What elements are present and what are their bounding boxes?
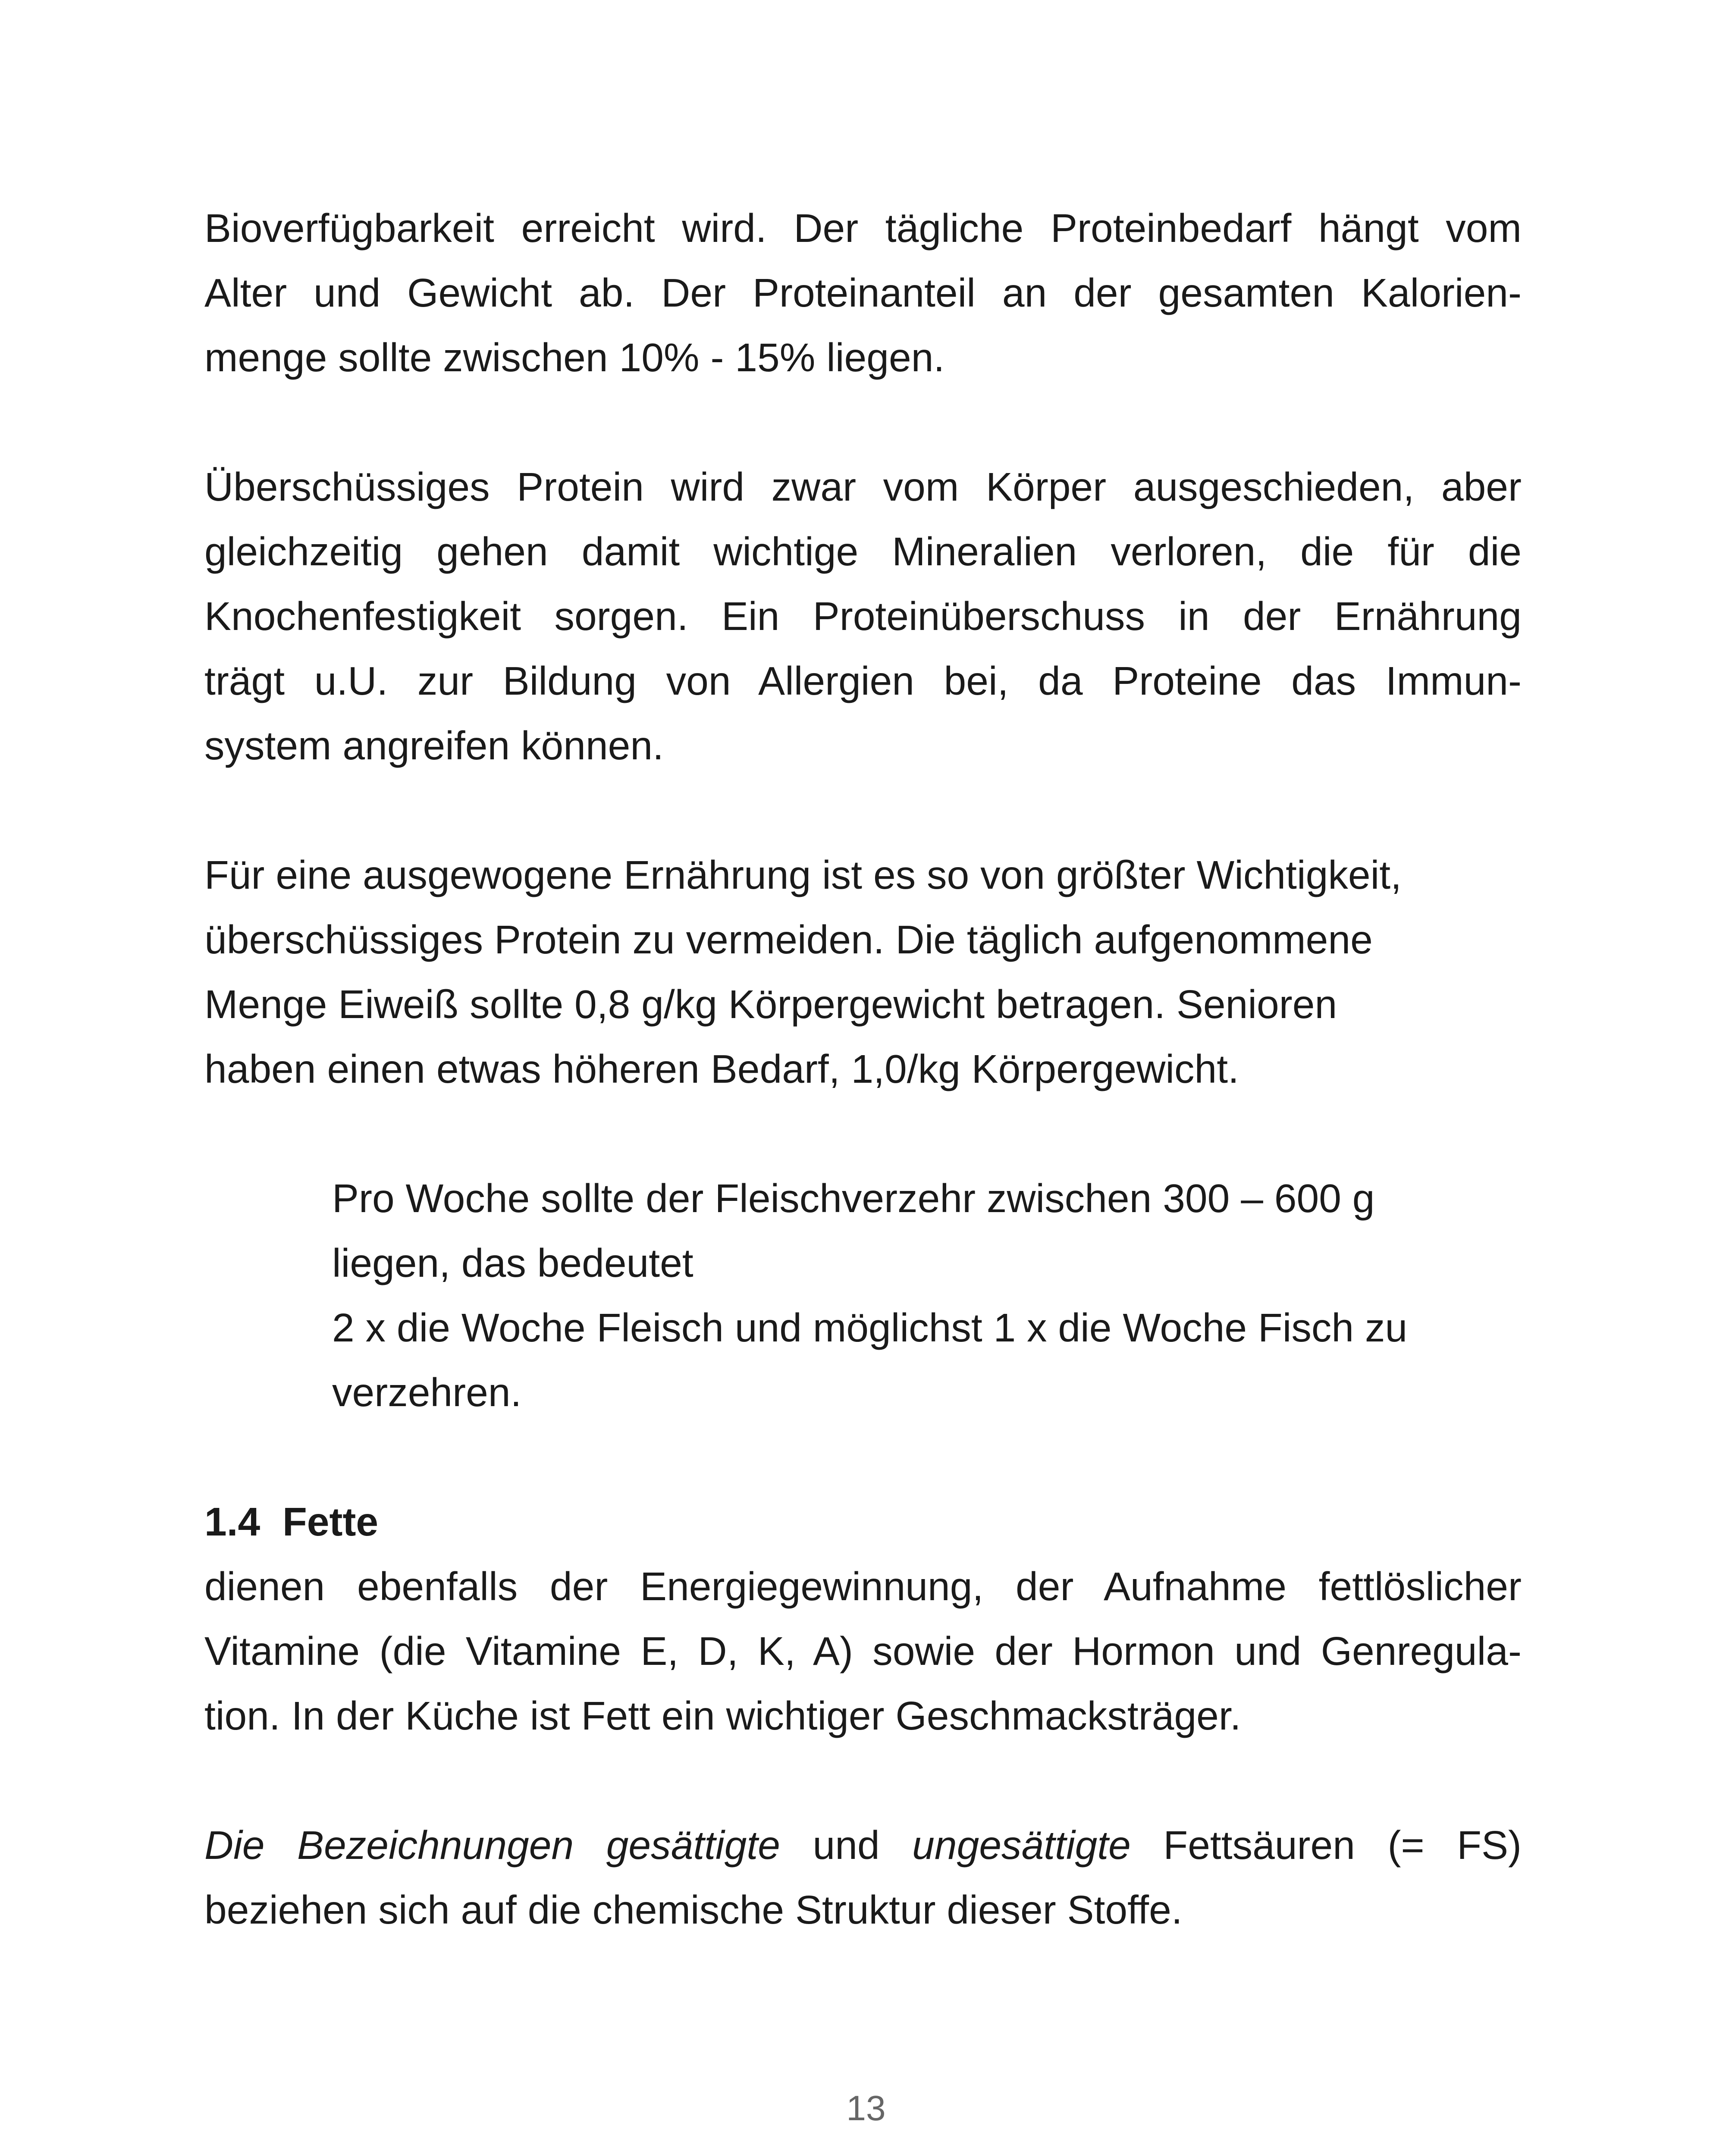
text-line: verzehren.	[332, 1370, 522, 1415]
text-line: Bioverfügbarkeit erreicht wird. Der tägliche Proteinbedarf hängt vom	[204, 206, 1522, 251]
page-number: 13	[846, 2089, 886, 2128]
text-line: menge sollte zwischen 10% - 15% liegen.	[204, 335, 945, 380]
italic-term: ungesättigte	[912, 1823, 1131, 1868]
text-line: Menge Eiweiß sollte 0,8 g/kg Körpergewicht betragen. Senioren	[204, 982, 1337, 1027]
text-line: Für eine ausgewogene Ernährung ist es so von größter Wichtigkeit,	[204, 852, 1402, 897]
text-line: beziehen sich auf die chemische Struktur dieser Stoffe.	[204, 1887, 1183, 1932]
text-line: system angreifen können.	[204, 723, 664, 768]
text-line: Alter und Gewicht ab. Der Proteinanteil an der gesamten Kalorien-	[204, 270, 1522, 315]
text-line: haben einen etwas höheren Bedarf, 1,0/kg Körpergewicht.	[204, 1047, 1239, 1091]
text-line: Überschüssiges Protein wird zwar vom Körper ausgeschieden, aber	[204, 464, 1522, 509]
text-line: liegen, das bedeutet	[332, 1241, 693, 1285]
text-line: Vitamine (die Vitamine E, D, K, A) sowie der Hormon und Genregula-	[204, 1629, 1522, 1673]
text-line: gleichzeitig gehen damit wichtige Mineralien verloren, die für die	[204, 529, 1522, 574]
indented-recommendation	[204, 1166, 1522, 1425]
text-line: Pro Woche sollte der Fleischverzehr zwischen 300 – 600 g	[332, 1176, 1375, 1221]
section-heading: 1.4 Fette	[204, 1499, 379, 1544]
paragraph-excess-protein	[204, 454, 1522, 778]
page-body	[204, 196, 1522, 2007]
text-fragment: und	[780, 1823, 913, 1868]
text-line: 2 x die Woche Fleisch und möglichst 1 x die Woche Fisch zu	[332, 1305, 1408, 1350]
text-line: tion. In der Küche ist Fett ein wichtiger Geschmacksträger.	[204, 1693, 1241, 1738]
text-line: Knochenfestigkeit sorgen. Ein Proteinüberschuss in der Ernährung	[204, 594, 1522, 639]
paragraph-protein-requirement	[204, 196, 1522, 390]
text-line-mixed	[204, 1813, 1522, 1877]
text-line: überschüssiges Protein zu vermeiden. Die täglich aufgenommene	[204, 917, 1373, 962]
paragraph-fatty-acids	[204, 1813, 1522, 1942]
text-line: trägt u.U. zur Bildung von Allergien bei, da Proteine das Immun-	[204, 658, 1522, 703]
paragraph-balanced-diet	[204, 843, 1522, 1101]
italic-term: Die Bezeichnungen gesättigte	[204, 1823, 781, 1868]
text-line: dienen ebenfalls der Energiegewinnung, der Aufnahme fettlöslicher	[204, 1564, 1522, 1609]
text-fragment: Fettsäuren (= FS)	[1130, 1823, 1522, 1868]
section-fette	[204, 1489, 1522, 1748]
